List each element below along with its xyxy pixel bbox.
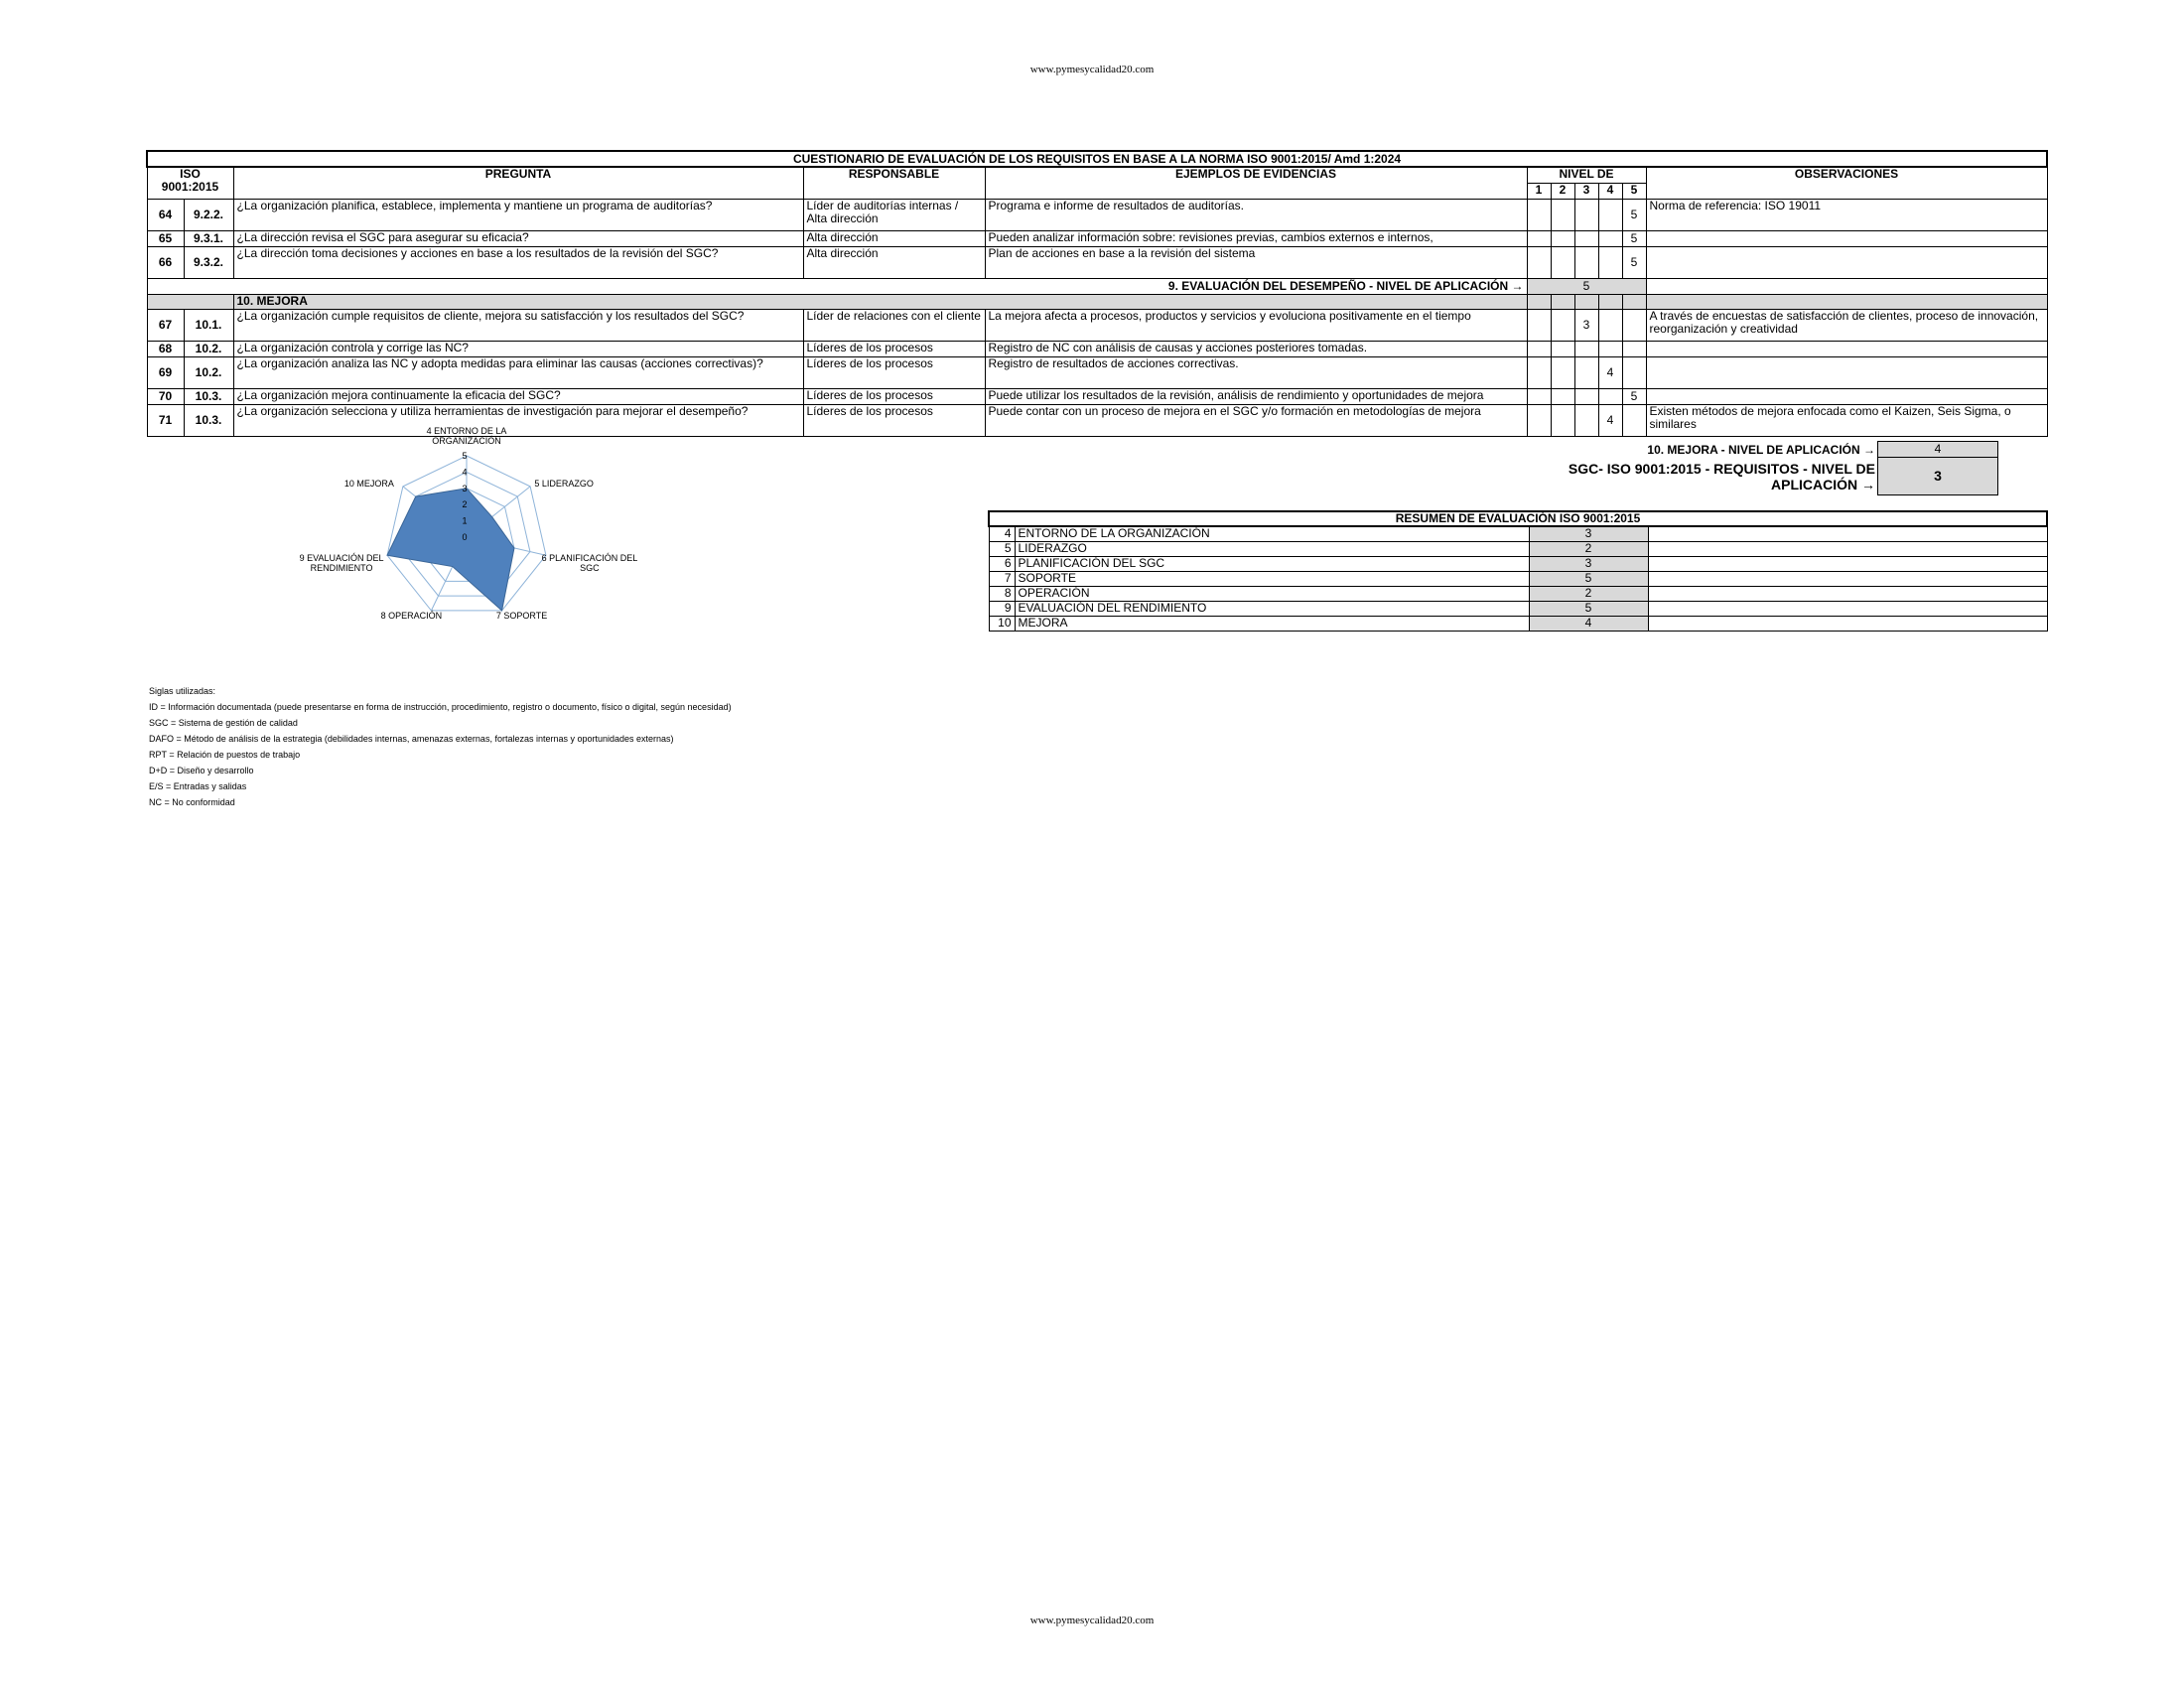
row-clause: 9.2.2. (184, 199, 233, 230)
row-clause: 10.2. (184, 356, 233, 388)
header-level-1: 1 (1527, 183, 1551, 199)
table-row (147, 309, 2047, 341)
row-evidence: La mejora afecta a procesos, productos y servicios y evoluciona positivamente en el tiempo (985, 309, 1527, 341)
summary-row (989, 556, 2047, 571)
radar-category-label-line: ORGANIZACIÓN (432, 436, 501, 446)
row-level-3 (1574, 230, 1598, 246)
row-clause: 10.2. (184, 341, 233, 356)
row-evidence: Registro de resultados de acciones correctivas. (985, 356, 1527, 388)
row-evidence: Pueden analizar información sobre: revisiones previas, cambios externos e internos, (985, 230, 1527, 246)
row-level-4: 4 (1598, 404, 1622, 436)
row-responsible: Líderes de los procesos (803, 356, 985, 388)
row-clause: 10.1. (184, 309, 233, 341)
header-pregunta: PREGUNTA (233, 167, 803, 199)
glossary-item: NC = No conformidad (149, 797, 235, 807)
row-level-1 (1527, 199, 1551, 230)
radar-category-label (496, 611, 547, 621)
summary-row-number: 4 (989, 526, 1015, 541)
radar-category-label-line: RENDIMIENTO (310, 563, 373, 574)
row-level-2 (1551, 341, 1574, 356)
glossary (149, 683, 732, 810)
row-level-5: 5 (1622, 388, 1646, 404)
radar-category-label-line: 9 EVALUACIÓN DEL (299, 553, 384, 564)
row-observations (1646, 230, 2047, 246)
table-row (147, 341, 2047, 356)
table-title: CUESTIONARIO DE EVALUACIÓN DE LOS REQUISITOS EN BASE A LA NORMA ISO 9001:2015/ Amd 1:2024 (147, 151, 2047, 167)
row-number: 67 (147, 309, 184, 341)
row-level-2 (1551, 356, 1574, 388)
section9-summary-empty (1646, 278, 2047, 294)
summary-row-empty (1648, 541, 2047, 556)
radar-category-label-line: 7 SOPORTE (495, 610, 548, 621)
evaluation-table (146, 150, 2048, 437)
radar-category-label-line: SGC (580, 563, 600, 574)
row-responsible: Líderes de los procesos (803, 388, 985, 404)
row-level-1 (1527, 404, 1551, 436)
section10-header-row (147, 294, 2047, 309)
table-row (147, 246, 2047, 278)
row-level-5 (1622, 404, 1646, 436)
row-responsible: Alta dirección (803, 246, 985, 278)
row-clause: 9.3.1. (184, 230, 233, 246)
radar-category-label-line: 4 ENTORNO DE LA (426, 426, 507, 436)
row-responsible: Alta dirección (803, 230, 985, 246)
glossary-item: SGC = Sistema de gestión de calidad (149, 718, 298, 728)
radar-chart (278, 426, 675, 650)
summary-row-number: 6 (989, 556, 1015, 571)
row-evidence: Programa e informe de resultados de auditorías. (985, 199, 1527, 230)
row-level-5: 5 (1622, 199, 1646, 230)
glossary-item: ID = Información documentada (puede presentarse en forma de instrucción, procedimiento, registro o documento, físico o digital, según necesidad) (149, 702, 732, 712)
glossary-item: D+D = Diseño y desarrollo (149, 766, 254, 775)
summary-row (989, 526, 2047, 541)
row-level-3 (1574, 404, 1598, 436)
radar-category-label-line: 8 OPERACIÓN (380, 610, 443, 621)
section10-header-level-4 (1598, 294, 1622, 309)
row-observations: Norma de referencia: ISO 19011 (1646, 199, 2047, 230)
summary-table (988, 510, 2048, 632)
summary-row-number: 8 (989, 586, 1015, 601)
section10-header-level-1 (1527, 294, 1551, 309)
summary-row-number: 5 (989, 541, 1015, 556)
row-observations (1646, 356, 2047, 388)
row-question: ¿La organización mejora continuamente la eficacia del SGC? (233, 388, 803, 404)
radar-category-label (344, 479, 394, 489)
row-level-3 (1574, 356, 1598, 388)
section9-summary-row (147, 278, 2047, 294)
header-level-3: 3 (1574, 183, 1598, 199)
radar-tick-label: 2 (462, 499, 468, 510)
summary-row-label: EVALUACIÓN DEL RENDIMIENTO (1015, 601, 1529, 616)
header-iso: ISO 9001:2015 (147, 167, 233, 199)
summary-row (989, 571, 2047, 586)
glossary-title: Siglas utilizadas: (149, 686, 216, 696)
row-question: ¿La organización planifica, establece, implementa y mantiene un programa de auditorías? (233, 199, 803, 230)
radar-category-label (534, 479, 594, 489)
row-question: ¿La organización analiza las NC y adopta medidas para eliminar las causas (acciones correctivas)? (233, 356, 803, 388)
website-header: www.pymesycalidad20.com (1029, 64, 1155, 75)
row-level-2 (1551, 246, 1574, 278)
row-level-5 (1622, 341, 1646, 356)
row-level-1 (1527, 341, 1551, 356)
radar-series-area (387, 489, 514, 611)
section9-summary-value: 5 (1527, 278, 1646, 294)
row-level-2 (1551, 230, 1574, 246)
summary-row-value: 5 (1529, 601, 1648, 616)
row-number: 64 (147, 199, 184, 230)
radar-category-label-line: 6 PLANIFICACIÓN DEL (541, 553, 638, 564)
summary-row-empty (1648, 526, 2047, 541)
header-level-2: 2 (1551, 183, 1574, 199)
summary-row-value: 3 (1529, 526, 1648, 541)
summary-row-label: OPERACIÓN (1015, 586, 1529, 601)
row-evidence: Puede utilizar los resultados de la revisión, análisis de rendimiento y oportunidades de mejora (985, 388, 1527, 404)
row-question: ¿La dirección toma decisiones y acciones en base a los resultados de la revisión del SGC? (233, 246, 803, 278)
radar-tick-label: 4 (462, 467, 468, 478)
row-level-4 (1598, 246, 1622, 278)
summary-row-label: LIDERAZGO (1015, 541, 1529, 556)
section10-header-level-5 (1622, 294, 1646, 309)
row-clause: 9.3.2. (184, 246, 233, 278)
row-observations (1646, 341, 2047, 356)
row-level-2 (1551, 404, 1574, 436)
header-level-5: 5 (1622, 183, 1646, 199)
summary-row (989, 586, 2047, 601)
row-level-2 (1551, 309, 1574, 341)
section9-summary-label: 9. EVALUACIÓN DEL DESEMPEÑO - NIVEL DE APLICACIÓN → (147, 278, 1527, 294)
row-level-4 (1598, 199, 1622, 230)
row-level-1 (1527, 309, 1551, 341)
row-level-5 (1622, 309, 1646, 341)
row-number: 68 (147, 341, 184, 356)
row-responsible: Líder de relaciones con el cliente (803, 309, 985, 341)
row-level-4 (1598, 341, 1622, 356)
table-row (147, 356, 2047, 388)
row-level-5 (1622, 356, 1646, 388)
row-observations: Existen métodos de mejora enfocada como el Kaizen, Seis Sigma, o similares (1646, 404, 2047, 436)
radar-tick-label: 5 (462, 451, 468, 461)
row-level-5: 5 (1622, 230, 1646, 246)
radar-category-label-line: 5 LIDERAZGO (534, 478, 594, 489)
row-level-1 (1527, 388, 1551, 404)
row-level-3: 3 (1574, 309, 1598, 341)
summary-row-empty (1648, 556, 2047, 571)
summary-row-empty (1648, 586, 2047, 601)
header-responsable: RESPONSABLE (803, 167, 985, 199)
header-level-4: 4 (1598, 183, 1622, 199)
row-level-1 (1527, 356, 1551, 388)
row-evidence: Puede contar con un proceso de mejora en el SGC y/o formación en metodologías de mejora (985, 404, 1527, 436)
row-evidence: Registro de NC con análisis de causas y acciones posteriores tomadas. (985, 341, 1527, 356)
row-number: 65 (147, 230, 184, 246)
summary-row-empty (1648, 601, 2047, 616)
radar-category-label (542, 553, 638, 573)
row-level-4 (1598, 309, 1622, 341)
overall-block (1529, 441, 2046, 496)
row-question: ¿La dirección revisa el SGC para asegurar su eficacia? (233, 230, 803, 246)
radar-category-label (427, 426, 507, 446)
row-level-2 (1551, 199, 1574, 230)
row-level-1 (1527, 246, 1551, 278)
radar-category-label-line: 10 MEJORA (343, 478, 394, 489)
row-question: ¿La organización selecciona y utiliza herramientas de investigación para mejorar el desempeño? (233, 404, 803, 436)
summary-row-empty (1648, 571, 2047, 586)
section10-summary-label: 10. MEJORA - NIVEL DE APLICACIÓN → (1647, 443, 1875, 457)
summary-row-label: MEJORA (1015, 616, 1529, 631)
row-level-4 (1598, 230, 1622, 246)
row-level-3 (1574, 388, 1598, 404)
row-evidence: Plan de acciones en base a la revisión del sistema (985, 246, 1527, 278)
row-number: 70 (147, 388, 184, 404)
radar-category-label (381, 611, 443, 621)
radar-tick-label: 3 (462, 483, 468, 493)
table-row (147, 199, 2047, 230)
summary-title: RESUMEN DE EVALUACIÓN ISO 9001:2015 (989, 511, 2047, 526)
row-responsible: Líder de auditorías internas / Alta dirección (803, 199, 985, 230)
row-observations (1646, 388, 2047, 404)
row-level-3 (1574, 341, 1598, 356)
row-question: ¿La organización cumple requisitos de cliente, mejora su satisfacción y los resultados del SGC? (233, 309, 803, 341)
header-evidencias: EJEMPLOS DE EVIDENCIAS (985, 167, 1527, 199)
summary-row-number: 7 (989, 571, 1015, 586)
overall-value: 3 (1877, 457, 1998, 495)
row-level-3 (1574, 199, 1598, 230)
row-clause: 10.3. (184, 404, 233, 436)
row-number: 69 (147, 356, 184, 388)
row-clause: 10.3. (184, 388, 233, 404)
summary-row-value: 2 (1529, 586, 1648, 601)
overall-label: SGC- ISO 9001:2015 - REQUISITOS - NIVEL DE APLICACIÓN → (1568, 461, 1875, 492)
row-observations (1646, 246, 2047, 278)
row-responsible: Líderes de los procesos (803, 404, 985, 436)
row-level-4: 4 (1598, 356, 1622, 388)
glossary-item: RPT = Relación de puestos de trabajo (149, 750, 301, 760)
radar-tick-label: 1 (462, 515, 468, 526)
summary-row-value: 2 (1529, 541, 1648, 556)
section10-header-level-2 (1551, 294, 1574, 309)
header-nivel: NIVEL DE (1527, 167, 1646, 183)
radar-category-label (300, 553, 384, 573)
row-level-3 (1574, 246, 1598, 278)
summary-row (989, 616, 2047, 631)
row-level-5: 5 (1622, 246, 1646, 278)
summary-row-value: 3 (1529, 556, 1648, 571)
section10-header-level-3 (1574, 294, 1598, 309)
row-number: 66 (147, 246, 184, 278)
table-row (147, 230, 2047, 246)
summary-row-empty (1648, 616, 2047, 631)
header-observaciones: OBSERVACIONES (1646, 167, 2047, 199)
glossary-item: E/S = Entradas y salidas (149, 781, 247, 791)
summary-row-label: PLANIFICACIÓN DEL SGC (1015, 556, 1529, 571)
summary-row-label: SOPORTE (1015, 571, 1529, 586)
table-row (147, 388, 2047, 404)
section10-header-obs (1646, 294, 2047, 309)
website-footer: www.pymesycalidad20.com (1029, 1615, 1155, 1626)
row-observations: A través de encuestas de satisfacción de clientes, proceso de innovación, reorganización y creatividad (1646, 309, 2047, 341)
glossary-item: DAFO = Método de análisis de la estrategia (debilidades internas, amenazas externas, fortalezas internas y oportunidades externas) (149, 734, 674, 744)
section10-header-spacer (147, 294, 233, 309)
section10-summary-value: 4 (1877, 441, 1998, 458)
row-question: ¿La organización controla y corrige las NC? (233, 341, 803, 356)
section10-title: 10. MEJORA (233, 294, 1527, 309)
summary-row (989, 601, 2047, 616)
row-number: 71 (147, 404, 184, 436)
radar-tick-label: 0 (462, 532, 468, 542)
summary-row-value: 4 (1529, 616, 1648, 631)
summary-row (989, 541, 2047, 556)
summary-row-number: 10 (989, 616, 1015, 631)
row-level-1 (1527, 230, 1551, 246)
summary-row-label: ENTORNO DE LA ORGANIZACIÓN (1015, 526, 1529, 541)
row-level-4 (1598, 388, 1622, 404)
summary-row-number: 9 (989, 601, 1015, 616)
summary-row-value: 5 (1529, 571, 1648, 586)
row-responsible: Líderes de los procesos (803, 341, 985, 356)
row-level-2 (1551, 388, 1574, 404)
